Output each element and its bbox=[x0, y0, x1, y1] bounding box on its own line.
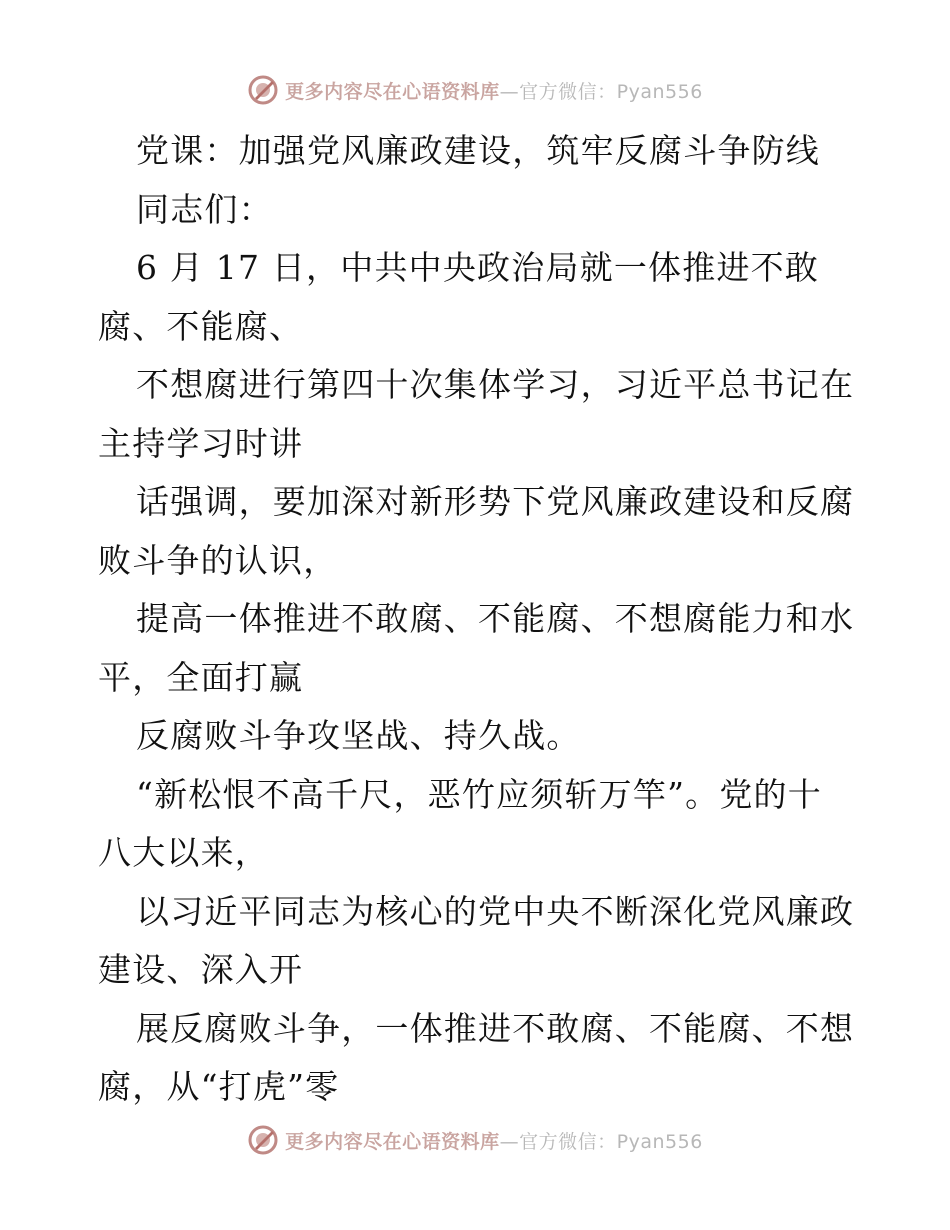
salutation: 同志们： bbox=[136, 189, 273, 229]
text-line: 建设、深入开 bbox=[98, 950, 304, 989]
text-line: 腐、不能腐、 bbox=[98, 306, 304, 346]
footer-sub-text: —官方微信：Pyan556 bbox=[499, 1130, 703, 1153]
header-watermark bbox=[0, 70, 950, 110]
text-line: 平，全面打赢 bbox=[98, 657, 304, 697]
text-line: 话强调，要加深对新形势下党风廉政建设和反腐 bbox=[136, 482, 855, 521]
footer-main-text: 更多内容尽在心语资料库 bbox=[285, 1130, 500, 1153]
document-body bbox=[98, 122, 858, 1117]
text-line: 主持学习时讲 bbox=[98, 423, 304, 463]
pen-logo-icon bbox=[247, 74, 279, 106]
text-line: 败斗争的认识， bbox=[98, 540, 338, 580]
text-line: 展反腐败斗争，一体推进不敢腐、不能腐、不想 bbox=[136, 1008, 855, 1048]
header-main-text: 更多内容尽在心语资料库 bbox=[285, 80, 500, 103]
document-title: 党课：加强党风廉政建设，筑牢反腐斗争防线 bbox=[136, 131, 820, 170]
pen-logo-icon bbox=[247, 1124, 279, 1156]
text-line: 八大以来， bbox=[98, 833, 269, 872]
text-line: 以习近平同志为核心的党中央不断深化党风廉政 bbox=[136, 891, 855, 931]
text-line: 6 月 17 日，中共中央政治局就一体推进不敢 bbox=[136, 248, 820, 287]
header-sub-text: —官方微信：Pyan556 bbox=[499, 80, 703, 103]
header-watermark-text bbox=[285, 77, 703, 104]
text-line: 腐，从“打虎”零 bbox=[98, 1067, 340, 1106]
text-line: 不想腐进行第四十次集体学习，习近平总书记在 bbox=[136, 365, 855, 404]
footer-watermark bbox=[0, 1120, 950, 1160]
footer-watermark-text bbox=[285, 1127, 703, 1154]
text-line: 反腐败斗争攻坚战、持久战。 bbox=[136, 716, 581, 755]
text-line: 提高一体推进不敢腐、不能腐、不想腐能力和水 bbox=[136, 599, 855, 638]
text-line: “新松恨不高千尺，恶竹应须斩万竿”。党的十 bbox=[136, 774, 822, 814]
